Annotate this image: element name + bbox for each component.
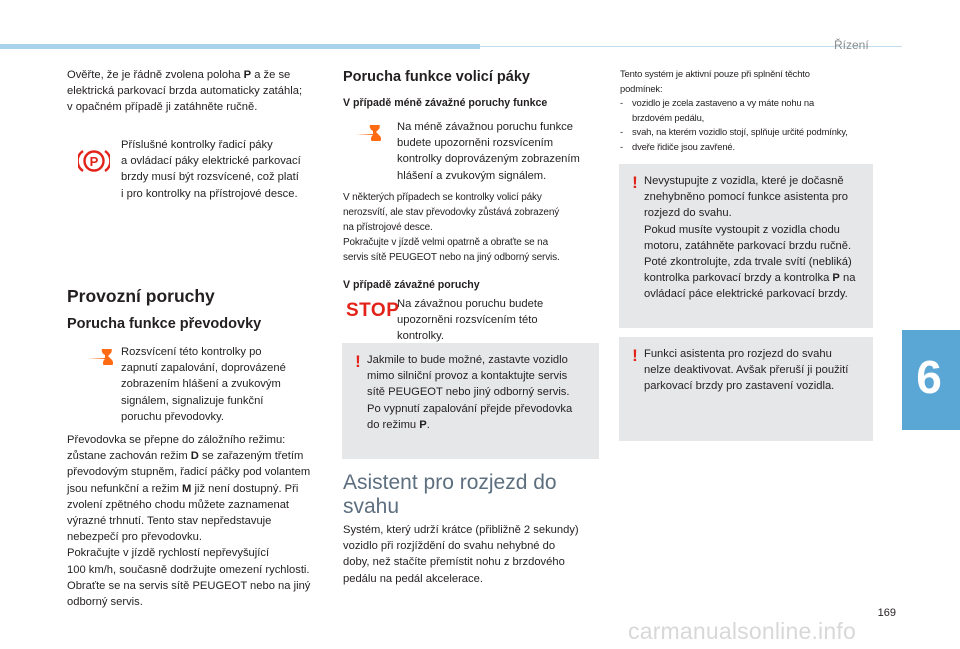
do-not-leave-vehicle-warning-box <box>619 164 873 328</box>
exclamation-warning-icon: ! <box>632 173 638 192</box>
exclamation-warning-icon: ! <box>355 352 361 371</box>
parking-brake-warning-icon <box>78 148 110 174</box>
exclamation-warning-icon: ! <box>632 346 638 365</box>
stop-vehicle-warning-box <box>342 343 599 459</box>
svg-text:P: P <box>89 154 99 169</box>
header-accent-bar <box>0 44 480 49</box>
gearbox-fault-heading: Porucha funkce převodovky <box>67 316 262 332</box>
warning-text: Funkci asistenta pro rozjezd do svahu nelze deaktivovat. Avšak přeruší ji použití parkovací brzdy pro zastavení vozidla. <box>644 348 849 393</box>
parking-indicator-text: Příslušné kontrolky řadicí páky a ovládací páky elektrické parkovací brzdy musí být rozsvícené, což platí i pro kontrolky na přístrojové desce. <box>121 139 301 200</box>
stop-warning-icon: STOP <box>346 300 400 321</box>
conditions-list: Tento systém je aktivní pouze při splnění těchto podmínek: - vozidlo je zcela zastaveno a vy máte nohu na brzdovém pedálu, - svah, na kterém vozidlo stojí, splňuje určité podmínky, - dveře řidiče jsou zavřené. <box>620 68 848 152</box>
selector-fault-heading: Porucha funkce volicí páky <box>343 69 530 85</box>
hill-start-assist-heading: Asistent pro rozjezd do svahu <box>343 471 557 518</box>
section-title: Řízení <box>834 38 869 52</box>
major-fault-indicator-text: Na závažnou poruchu budete upozorněni rozsvícením této kontrolky. <box>397 298 544 343</box>
major-fault-heading: V případě závažné poruchy <box>343 279 480 291</box>
minor-fault-indicator-text: Na méně závažnou poruchu funkce budete upozorněni rozsvícením kontrolky doprovázeným zobrazením hlášení a zvukovým signálem. <box>397 121 580 182</box>
chapter-number: 6 <box>916 351 942 403</box>
minor-fault-paragraph: V některých případech se kontrolky volicí páky nerozsvítí, ale stav převodovky zůstává zobrazený na přístrojové desce. Pokračujte v jízdě velmi opatrně a obraťte se na servis sítě PEUGEOT nebo na jiný odborný servis. <box>343 192 560 263</box>
wrench-service-icon <box>86 349 114 365</box>
hill-start-description: Systém, který udrží krátce (přibližně 2 sekundy) vozidlo při rozjíždění do svahu nehybné do doby, než stačíte přemístit nohu z brzdového pedálu na pedál akcelerace. <box>343 524 579 585</box>
cannot-deactivate-warning-box <box>619 337 873 441</box>
operating-faults-heading: Provozní poruchy <box>67 286 215 306</box>
wrench-service-icon <box>354 125 382 141</box>
fallback-mode-paragraph: Převodovka se přepne do záložního režimu: zůstane zachován režim D se zařazeným třetím převodovým stupněm, řadicí páčky pod volantem jsou nefunkční a režim M již není dostupný. Při zvolení zpětného chodu můžete zaznamenat výrazné trhnutí. Tento stav nepředstavuje nebezpečí pro převodovku. Pokračujte v jízdě rychlostí nepřevyšující 100 km/h, současně dodržujte omezení rychlosti. Obraťte se na servis sítě PEUGEOT nebo na jiný odborný servis. <box>67 434 311 609</box>
warning-text: Nevystupujte z vozidla, které je dočasně znehybněno pomocí funkce asistenta pro rozjezd do svahu. Pokud musíte vystoupit z vozidla chodu motoru, zatáhněte parkovací brzdu ručně. Poté zkontrolujte, zda trvale svítí (nebliká) kontrolka parkovací brzdy a kontrolka P na ovládací páce elektrické parkovací brzdy. <box>644 175 856 301</box>
warning-text: Jakmile to bude možné, zastavte vozidlo mimo silniční provoz a kontaktujte servis sítě PEUGEOT nebo jiný odborný servis. Po vypnutí zapalování přejde převodovka do režimu P. <box>367 354 573 431</box>
minor-fault-heading: V případě méně závažné poruchy funkce <box>343 97 548 109</box>
watermark-text: carmanualsonline.info <box>628 618 856 644</box>
gearbox-fault-indicator-text: Rozsvícení této kontrolky po zapnutí zapalování, doprovázené zobrazením hlášení a zvukovým signálem, signalizuje funkční poruchu převodovky. <box>121 346 286 423</box>
page-number: 169 <box>877 607 896 619</box>
intro-paragraph: Ověřte, že je řádně zvolena poloha P a že se elektrická parkovací brzda automaticky zatáhla; v opačném případě ji zatáhněte ručně. <box>67 69 303 114</box>
